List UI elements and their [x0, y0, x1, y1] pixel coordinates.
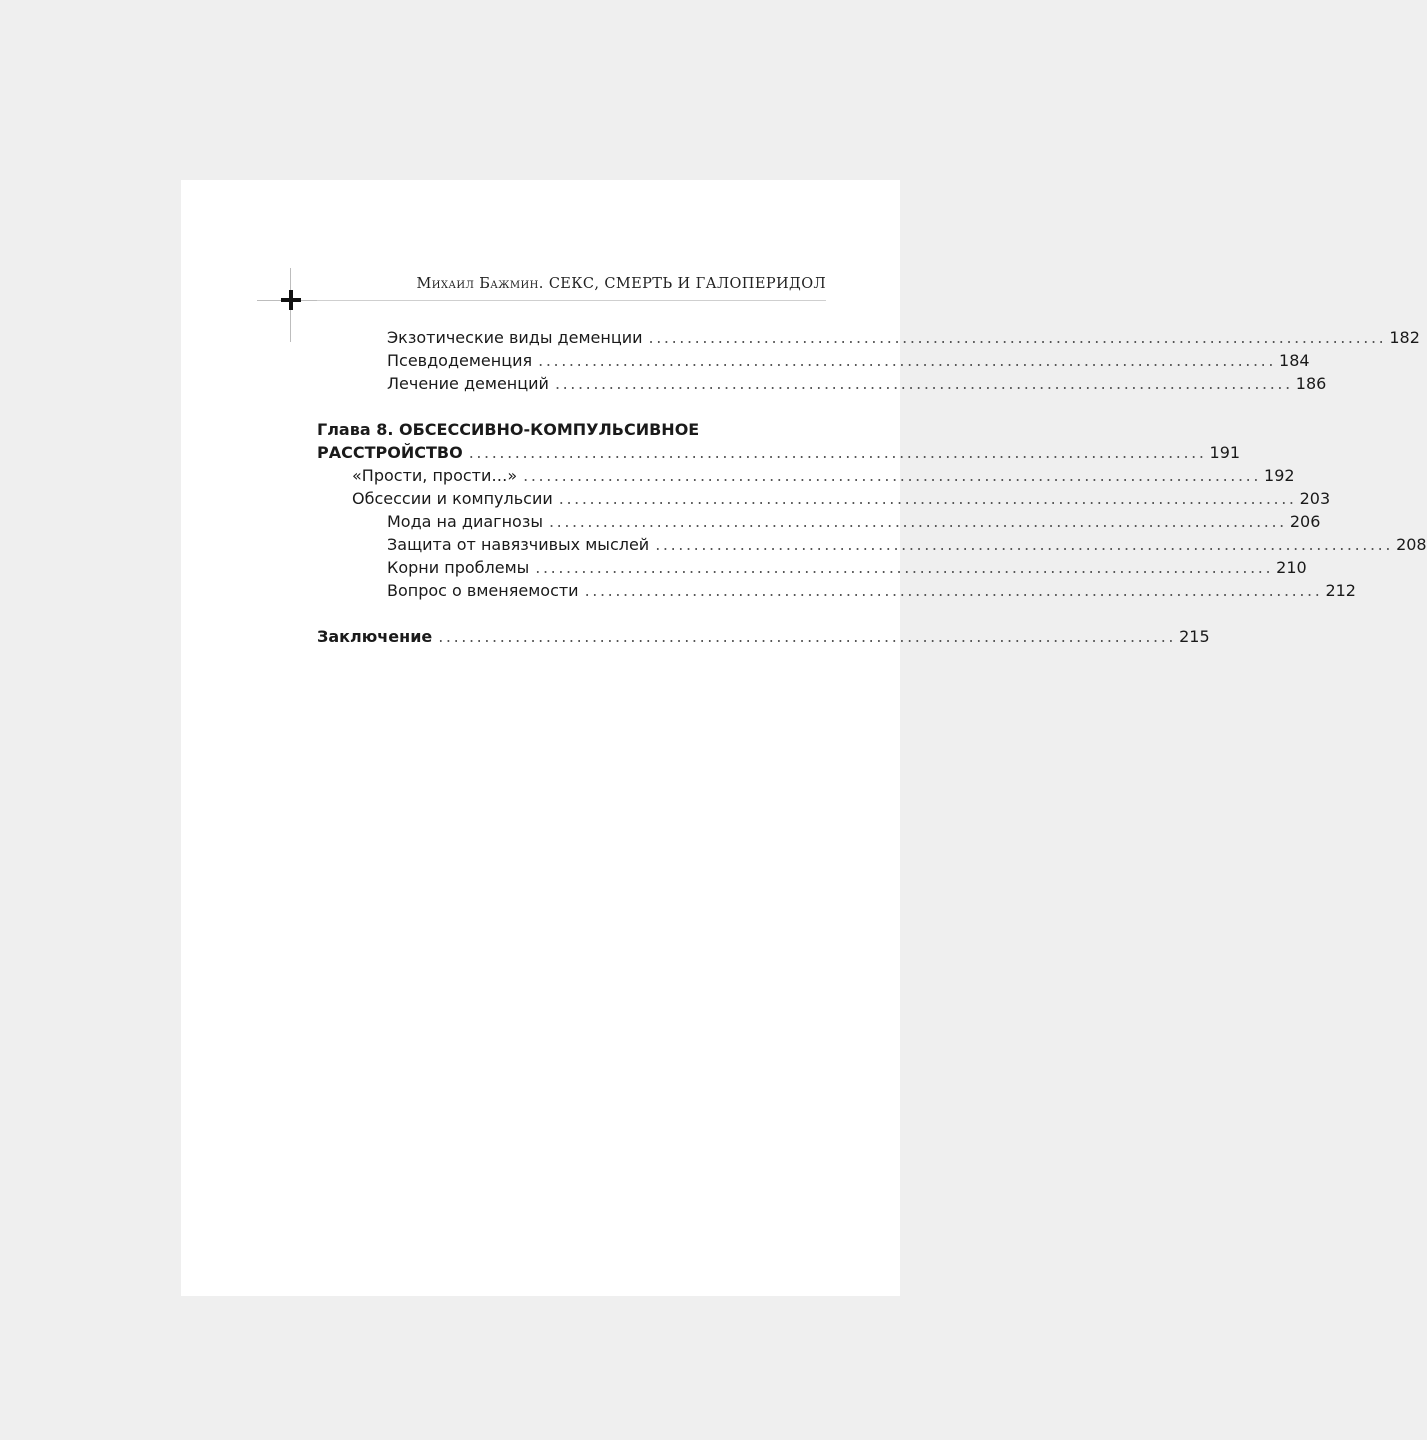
toc-entry-page: 208: [1396, 535, 1427, 554]
toc-leader: ................................................................................................: [648, 328, 1387, 347]
toc-entry-title: Вопрос о вменяемости: [387, 581, 579, 600]
toc-entry[interactable]: [317, 464, 1295, 487]
toc-entry[interactable]: [317, 349, 1310, 372]
book-page: [181, 180, 1427, 1296]
chapter-title-line2: РАССТРОЙСТВО: [317, 443, 463, 462]
toc-leader: ................................................................................................: [655, 535, 1394, 554]
toc-entry-page: 182: [1389, 328, 1420, 347]
toc-entry-page: 212: [1325, 581, 1356, 600]
toc-entry-page: 191: [1209, 443, 1241, 462]
header-book-title: СЕКС, СМЕРТЬ И ГАЛОПЕРИДОЛ: [548, 276, 826, 292]
toc-entry-title: Корни проблемы: [387, 558, 530, 577]
toc-entry-page: 192: [1264, 466, 1295, 485]
toc-leader: ................................................................................................: [523, 466, 1262, 485]
toc-entry-title: Заключение: [317, 627, 433, 646]
toc-entry[interactable]: [317, 372, 1327, 395]
header-rule: [317, 300, 826, 301]
toc-entry[interactable]: [317, 487, 1331, 510]
toc-leader: ................................................................................................: [554, 374, 1293, 393]
toc-entry-page: 186: [1295, 374, 1327, 393]
toc-entry-conclusion[interactable]: [317, 625, 1210, 648]
registration-cross-icon: [281, 290, 301, 310]
table-of-contents: [317, 326, 1427, 648]
toc-spacer: [317, 602, 818, 625]
toc-entry-page: 215: [1179, 627, 1210, 646]
toc-entry-title: Псевдодеменция: [387, 351, 533, 370]
toc-entry-title: Обсессии и компульсии: [352, 489, 553, 508]
toc-chapter-8[interactable]: [317, 418, 1241, 464]
toc-leader: ................................................................................................: [538, 351, 1277, 370]
toc-entry[interactable]: [317, 326, 1420, 349]
toc-leader: ................................................................................................: [438, 627, 1177, 646]
toc-entry-title: Защита от навязчивых мыслей: [387, 535, 650, 554]
toc-entry-title: «Прости, прости…»: [352, 466, 518, 485]
toc-entry[interactable]: [317, 510, 1321, 533]
chapter-title-line1: Глава 8. ОБСЕССИВНО-КОМПУЛЬСИВНОЕ: [317, 420, 700, 439]
toc-entry-page: 210: [1276, 558, 1307, 577]
toc-entry-title: Лечение деменций: [387, 374, 549, 393]
header-author: Михаил Бажмин.: [416, 276, 544, 292]
toc-entry-page: 206: [1289, 512, 1321, 531]
toc-leader: ................................................................................................: [548, 512, 1287, 531]
toc-entry-title: Мода на диагнозы: [387, 512, 543, 531]
toc-entry[interactable]: [317, 579, 1356, 602]
toc-entry-page: 203: [1299, 489, 1331, 508]
toc-leader: ................................................................................................: [584, 581, 1323, 600]
toc-leader: ................................................................................................: [535, 558, 1274, 577]
running-header: [317, 276, 826, 292]
toc-entry-page: 184: [1279, 351, 1310, 370]
toc-spacer: [317, 395, 818, 418]
toc-entry[interactable]: [317, 533, 1427, 556]
toc-leader: ................................................................................................: [468, 443, 1207, 462]
toc-leader: ................................................................................................: [558, 489, 1297, 508]
toc-entry-title: Экзотические виды деменции: [387, 328, 643, 347]
toc-entry[interactable]: [317, 556, 1307, 579]
chapter-title-line2-row: [317, 441, 1241, 464]
